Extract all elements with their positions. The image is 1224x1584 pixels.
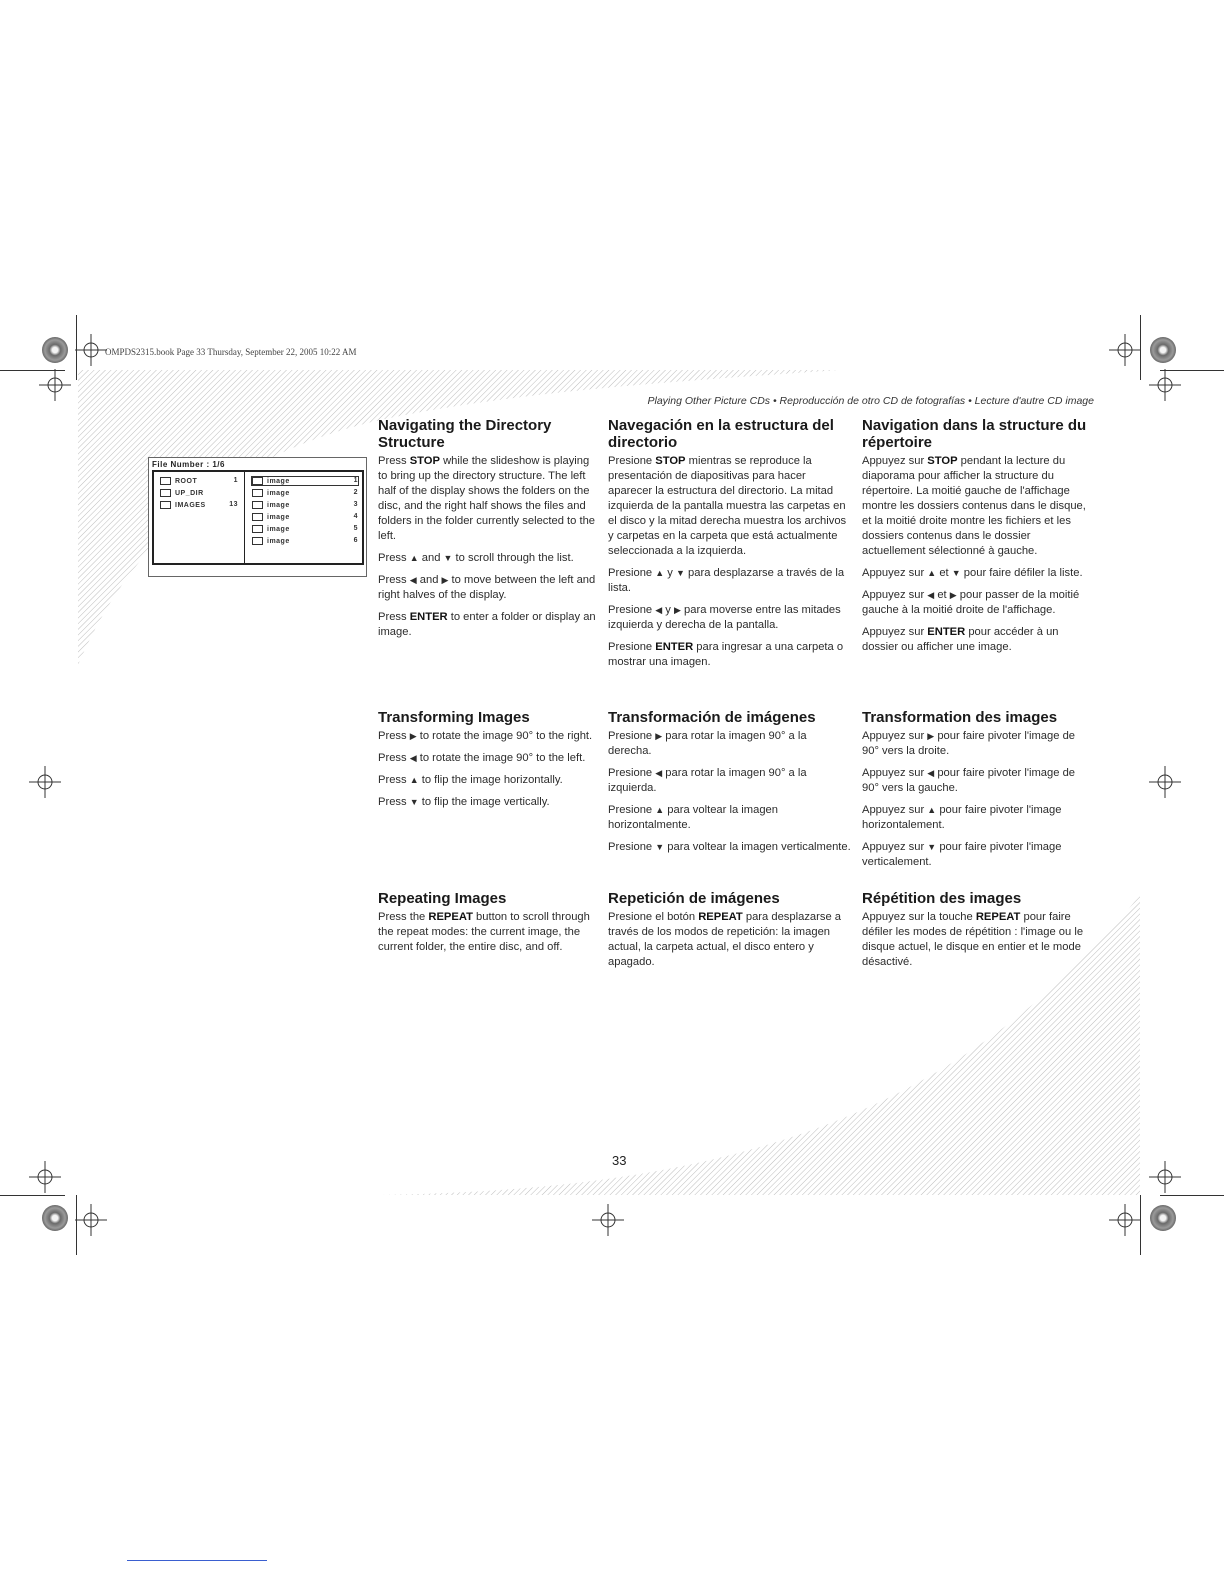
down-arrow-icon: ▼ [409, 797, 419, 807]
up-arrow-icon: ▲ [409, 775, 419, 785]
paragraph: Presione el botón REPEAT para desplazarse a través de los modos de repetición: la imagen actual, la carpeta actual, el disco entero y apagado. [608, 911, 842, 968]
left-arrow-icon: ◀ [927, 768, 935, 778]
color-rosette-icon [42, 337, 68, 363]
paragraph: Appuyez sur STOP pendant la lecture du diaporama pour afficher la structure du répertoire. La moitié gauche de l'affichage montre les dossiers contenus dans le disque, et la moitié droite montre les fichiers et les dossiers contenus dans le dossier actuellement sélectionné à gauche. [862, 455, 1086, 557]
es-nav-section [608, 417, 853, 677]
up-arrow-icon: ▲ [655, 805, 665, 815]
section-title: Repetición de imágenes [608, 890, 780, 907]
up-arrow-icon: ▲ [927, 568, 937, 578]
section-title: Navigation dans la structure du répertoire [862, 417, 1087, 451]
fr-transform-section [862, 709, 1092, 877]
right-arrow-icon: ▶ [655, 731, 663, 741]
en-repeat-section [378, 890, 598, 962]
paragraph: Appuyez sur la touche REPEAT pour faire défiler les modes de répétition : l'image ou le disque actuel, le disque en entier et le mode désactivé. [862, 911, 1084, 968]
folder-item: IMAGES 13 [160, 501, 244, 509]
es-repeat-section [608, 890, 853, 977]
paragraph: Press ▼ to flip the image vertically. [378, 796, 550, 808]
section-title: Transformation des images [862, 709, 1058, 726]
paragraph: Appuyez sur ▲ pour faire pivoter l'image horizontalement. [862, 804, 1062, 831]
file-icon [252, 477, 263, 485]
file-item: image 5 [252, 525, 358, 533]
section-title: Navegación en la estructura del directorio [608, 417, 834, 451]
file-icon [252, 537, 263, 545]
right-arrow-icon: ▶ [409, 731, 417, 741]
paragraph: Press ▶ to rotate the image 90° to the right. [378, 730, 593, 742]
color-rosette-icon [1150, 1205, 1176, 1231]
up-arrow-icon: ▲ [927, 805, 937, 815]
en-nav-section [378, 417, 598, 647]
paragraph: Appuyez sur ◀ et ▶ pour passer de la moitié gauche à la moitié droite de l'affichage. [862, 589, 1080, 616]
file-item: image 4 [252, 513, 358, 521]
down-arrow-icon: ▼ [927, 842, 937, 852]
paragraph: Presione STOP mientras se reproduce la presentación de diapositivas para hacer aparecer la estructura del directorio. La mitad izquierda de la pantalla muestra las carpetas en el disco y la mitad derecha muestra los archivos y carpetas en la carpeta que está actualmente seleccionada a la izquierda. [608, 455, 847, 557]
file-item: image 6 [252, 537, 358, 545]
paragraph: Appuyez sur ENTER pour accéder à un dossier ou afficher une image. [862, 626, 1059, 653]
file-item: image 2 [252, 489, 358, 497]
left-arrow-icon: ◀ [409, 753, 417, 763]
directory-screen [148, 457, 367, 577]
fr-repeat-section [862, 890, 1092, 977]
section-title: Repeating Images [378, 890, 507, 907]
es-transform-section [608, 709, 853, 862]
right-arrow-icon: ▶ [949, 590, 957, 600]
link-underline [127, 1560, 267, 1561]
folder-icon [160, 501, 171, 509]
up-arrow-icon: ▲ [655, 568, 665, 578]
paragraph: Appuyez sur ▼ pour faire pivoter l'image verticalement. [862, 841, 1062, 868]
file-icon [252, 489, 263, 497]
paragraph: Presione ◀ para rotar la imagen 90° a la izquierda. [608, 767, 807, 794]
paragraph: Press STOP while the slideshow is playing to bring up the directory structure. The left half of the display shows the folders on the disc, and the right half shows the files and folders in the folder currently selected to the left. [378, 455, 596, 542]
file-icon [252, 501, 263, 509]
fr-nav-section [862, 417, 1092, 662]
section-title: Transforming Images [378, 709, 530, 726]
left-arrow-icon: ◀ [927, 590, 935, 600]
down-arrow-icon: ▼ [676, 568, 685, 578]
paragraph: Press ▲ to flip the image horizontally. [378, 774, 563, 786]
file-icon [252, 513, 263, 521]
color-rosette-icon [42, 1205, 68, 1231]
paragraph: Press ENTER to enter a folder or display an image. [378, 611, 596, 638]
down-arrow-icon: ▼ [443, 553, 453, 563]
section-title: Répétition des images [862, 890, 1022, 907]
down-arrow-icon: ▼ [655, 842, 665, 852]
paragraph: Presione ▶ para rotar la imagen 90° a la derecha. [608, 730, 807, 757]
folder-icon [160, 477, 171, 485]
paragraph: Presione ENTER para ingresar a una carpeta o mostrar una imagen. [608, 641, 844, 668]
down-arrow-icon: ▼ [951, 568, 961, 578]
paragraph: Presione ◀ y ▶ para moverse entre las mitades izquierda y derecha de la pantalla. [608, 604, 841, 631]
file-item: image 3 [252, 501, 358, 509]
paragraph: Appuyez sur ▲ et ▼ pour faire défiler la liste. [862, 567, 1083, 579]
up-arrow-icon: ▲ [409, 553, 419, 563]
folder-item: ROOT 1 [160, 477, 244, 485]
en-transform-section [378, 709, 598, 817]
right-arrow-icon: ▶ [441, 575, 449, 585]
section-title: Navigating the Directory Structure [378, 417, 552, 451]
folder-item: UP_DIR [160, 489, 244, 497]
right-arrow-icon: ▶ [674, 605, 681, 615]
section-title: Transformación de imágenes [608, 709, 816, 726]
paragraph: Presione ▲ para voltear la imagen horizontalmente. [608, 804, 778, 831]
color-rosette-icon [1150, 337, 1176, 363]
panel-divider [244, 472, 245, 563]
page-number: 33 [612, 1153, 627, 1168]
paragraph: Appuyez sur ▶ pour faire pivoter l'image de 90° vers la droite. [862, 730, 1076, 757]
folder-icon [160, 489, 171, 497]
file-icon [252, 525, 263, 533]
print-slug: OMPDS2315.book Page 33 Thursday, September 22, 2005 10:22 AM [105, 347, 357, 357]
paragraph: Press ◀ to rotate the image 90° to the left. [378, 752, 586, 764]
paragraph: Presione ▲ y ▼ para desplazarse a través de la lista. [608, 567, 845, 594]
paragraph: Press ▲ and ▼ to scroll through the list. [378, 552, 574, 564]
file-number-header: File Number : 1/6 [152, 460, 225, 469]
paragraph: Appuyez sur ◀ pour faire pivoter l'image de 90° vers la gauche. [862, 767, 1076, 794]
running-head: Playing Other Picture CDs • Reproducción de otro CD de fotografías • Lecture d'autre CD image [647, 395, 1094, 407]
paragraph: Press ◀ and ▶ to move between the left and right halves of the display. [378, 574, 596, 601]
right-arrow-icon: ▶ [927, 731, 935, 741]
file-item-selected: image 1 [252, 477, 358, 485]
left-arrow-icon: ◀ [655, 768, 663, 778]
left-arrow-icon: ◀ [655, 605, 663, 615]
left-arrow-icon: ◀ [409, 575, 417, 585]
directory-panels [152, 470, 364, 565]
paragraph: Presione ▼ para voltear la imagen verticalmente. [608, 841, 851, 853]
paragraph: Press the REPEAT button to scroll through the repeat modes: the current image, the current folder, the entire disc, and off. [378, 911, 590, 953]
